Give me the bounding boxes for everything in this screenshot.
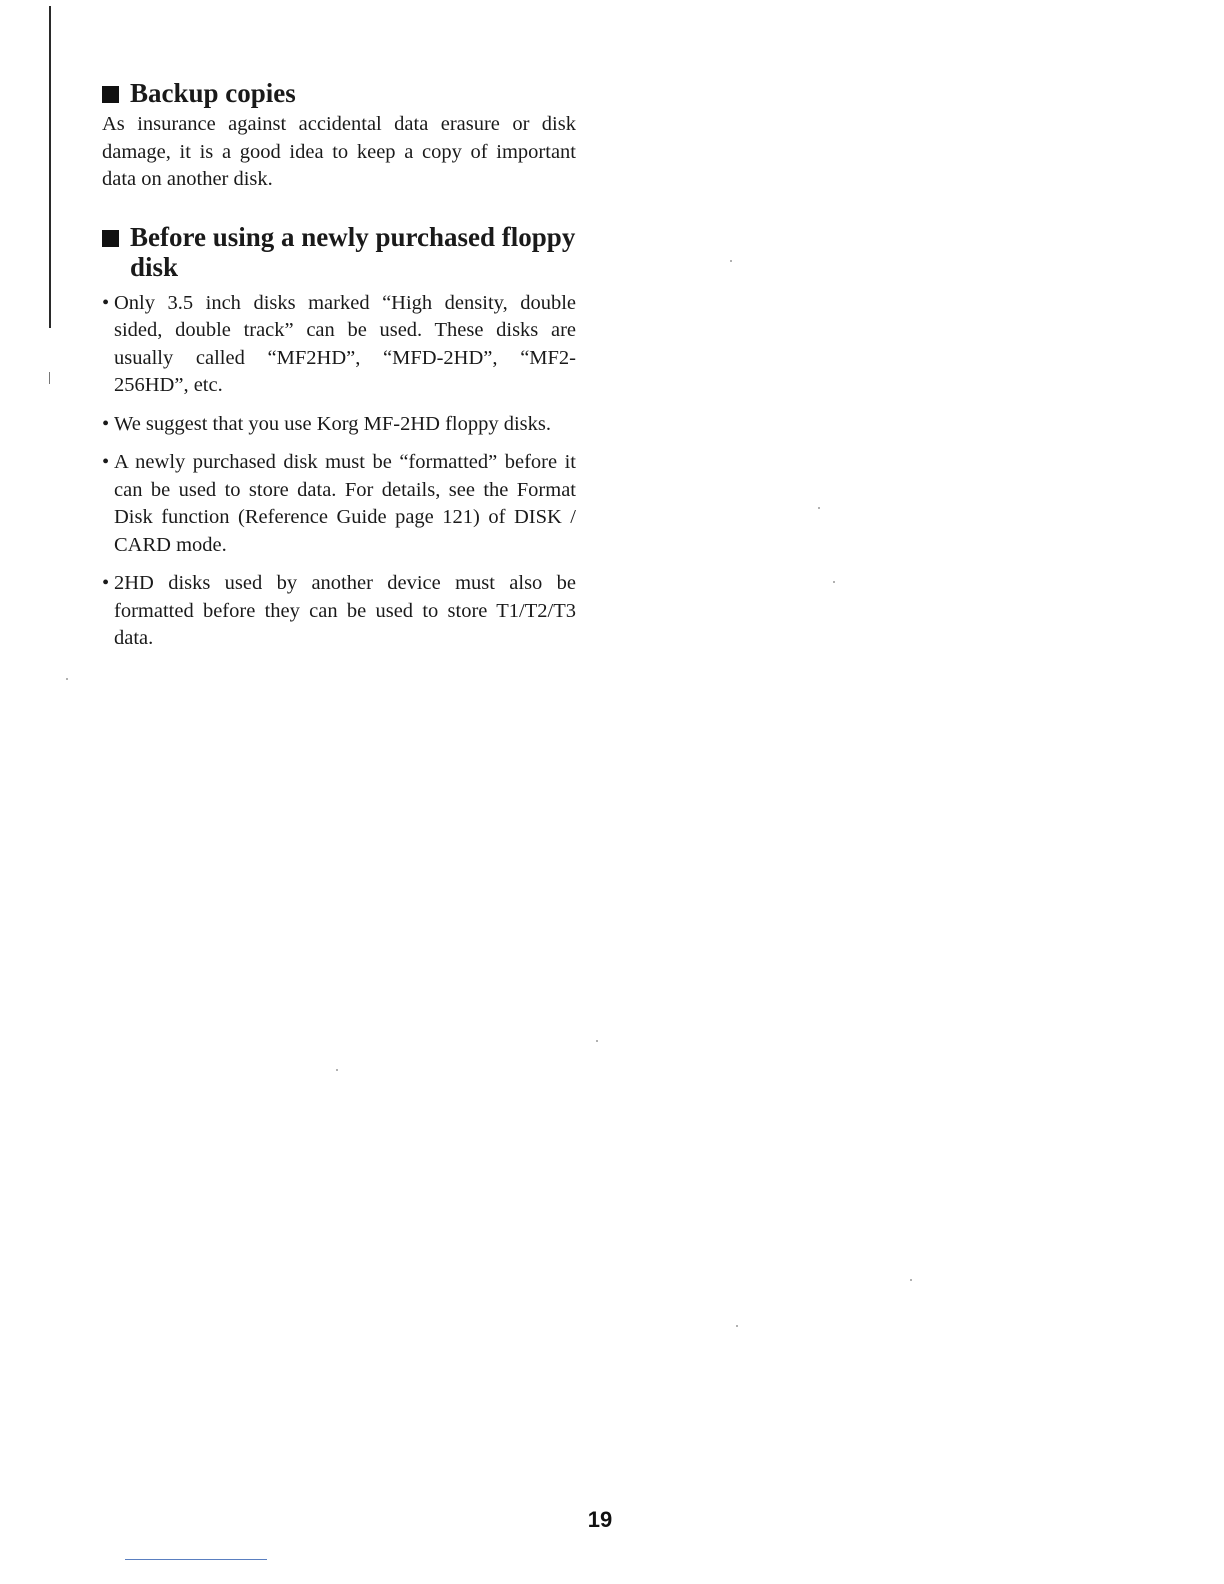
- list-item: [102, 411, 576, 439]
- scan-speck: [833, 581, 835, 583]
- backup-copies-section: [102, 78, 576, 194]
- page-number: 19: [587, 1507, 613, 1532]
- scan-speck: [66, 678, 68, 680]
- scan-speck: [736, 1325, 738, 1327]
- scan-speck: [730, 260, 732, 262]
- black-square-bullet-icon: [102, 86, 119, 103]
- bullet-dot-icon: •: [102, 291, 110, 314]
- heading-text: Backup copies: [130, 78, 296, 108]
- list-item-text: Only 3.5 inch disks marked “High density, double sided, double track” can be used. These disks are usually called “MF2HD”, “MFD-2HD”, “MF2-256HD”, etc.: [114, 291, 576, 396]
- margin-rule: [49, 6, 51, 328]
- backup-copies-heading: [102, 78, 576, 108]
- bullet-dot-icon: •: [102, 451, 110, 473]
- bottom-rule: [125, 1559, 267, 1560]
- margin-tick: [49, 372, 50, 384]
- list-item-text: A newly purchased disk must be “formatted” before it can be used to store data. For details, see the Format Disk function (Reference Guide page 121) of DISK / CARD mode.: [114, 451, 576, 556]
- scan-speck: [596, 1040, 598, 1042]
- main-column: [102, 78, 576, 664]
- new-disk-section: [102, 222, 576, 653]
- black-square-bullet-icon: [102, 230, 119, 247]
- list-item: [102, 449, 576, 559]
- new-disk-bullet-list: [102, 290, 576, 653]
- scan-speck: [910, 1279, 912, 1281]
- new-disk-heading: [102, 222, 576, 282]
- heading-text: Before using a newly purchased floppy disk: [130, 221, 576, 282]
- list-item: [102, 570, 576, 653]
- scan-speck: [336, 1069, 338, 1071]
- list-item-text: 2HD disks used by another device must also be formatted before they can be used to store T1/T2/T3 data.: [114, 572, 576, 649]
- bullet-dot-icon: •: [102, 572, 110, 594]
- scan-speck: [818, 507, 820, 509]
- list-item: [102, 290, 576, 400]
- bullet-dot-icon: •: [102, 412, 110, 435]
- backup-copies-body: As insurance against accidental data erasure or disk damage, it is a good idea to keep a copy of important data on another disk.: [102, 113, 576, 190]
- list-item-text: We suggest that you use Korg MF-2HD floppy disks.: [114, 412, 551, 435]
